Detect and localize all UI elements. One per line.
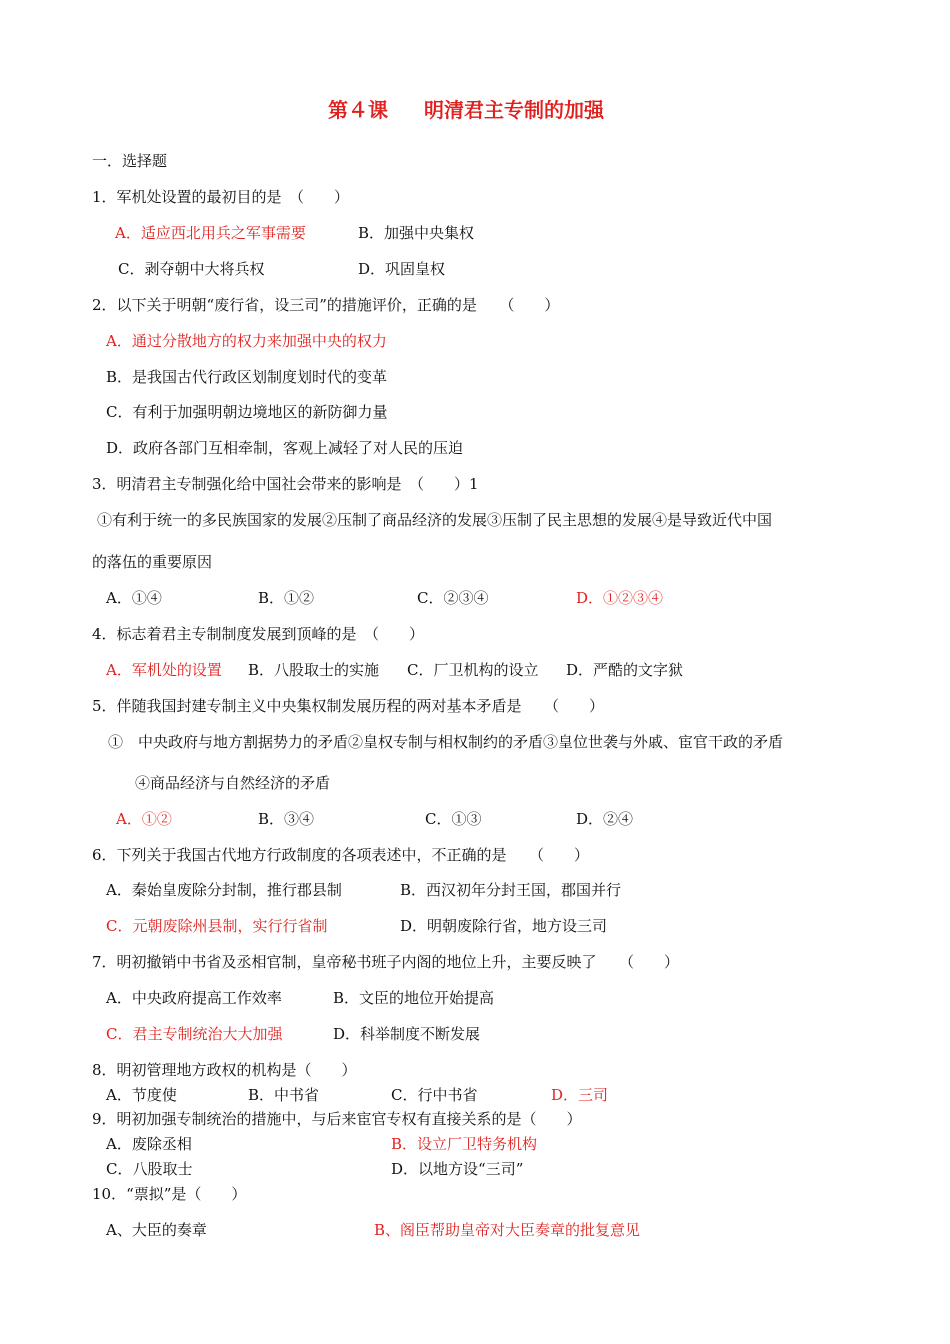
question-3-statements: ①有利于统一的多民族国家的发展②压制了商品经济的发展③压制了民主思想的发展④是导致近代中国 xyxy=(97,511,773,529)
question-9-option-c: C．八股取士 xyxy=(106,1160,193,1178)
question-7-option-c: C．君主专制统治大大加强 xyxy=(106,1025,283,1043)
question-7-option-b: B．文臣的地位开始提高 xyxy=(333,989,495,1007)
question-5-option-d: D．②④ xyxy=(576,810,634,828)
question-3-statements-cont: 的落伍的重要原因 xyxy=(92,553,213,571)
question-9-option-a: A．废除丞相 xyxy=(106,1135,192,1153)
question-4-option-d: D．严酷的文字狱 xyxy=(566,661,684,679)
question-9-option-b: B．设立厂卫特务机构 xyxy=(391,1135,538,1153)
page-title xyxy=(328,100,604,120)
question-10-option-b: B、阁臣帮助皇帝对大臣奏章的批复意见 xyxy=(374,1221,641,1239)
question-5-option-b: B．③④ xyxy=(258,810,315,828)
question-1-stem: 1．军机处设置的最初目的是 （ ） xyxy=(92,188,350,206)
question-7-option-d: D．科举制度不断发展 xyxy=(333,1025,481,1043)
question-8-stem: 8．明初管理地方政权的机构是（ ） xyxy=(92,1061,357,1079)
question-1-option-a: A．适应西北用兵之军事需要 xyxy=(115,224,306,242)
question-2-stem: 2．以下关于明朝“废行省，设三司”的措施评价，正确的是 （ ） xyxy=(92,296,560,314)
question-6-option-c: C．元朝废除州县制，实行行省制 xyxy=(106,917,328,935)
question-2-option-b: B．是我国古代行政区划制度划时代的变革 xyxy=(106,368,388,386)
question-4-option-a: A．军机处的设置 xyxy=(106,661,222,679)
question-10-stem: 10．“票拟”是（ ） xyxy=(92,1185,247,1203)
lesson-name: 明清君主专制的加强 xyxy=(424,98,604,122)
question-2-option-d: D．政府各部门互相牵制，客观上减轻了对人民的压迫 xyxy=(106,439,464,457)
question-6-option-a: A．秦始皇废除分封制，推行郡县制 xyxy=(106,881,342,899)
question-3-option-b: B．①② xyxy=(258,589,315,607)
question-6-option-d: D．明朝废除行省，地方设三司 xyxy=(400,917,608,935)
question-6-option-b: B．西汉初年分封王国，郡国并行 xyxy=(400,881,622,899)
question-2-option-c: C．有利于加强明朝边境地区的新防御力量 xyxy=(106,403,388,421)
question-7-option-a: A．中央政府提高工作效率 xyxy=(106,989,282,1007)
question-4-stem: 4．标志着君主专制制度发展到顶峰的是 （ ） xyxy=(92,625,425,643)
question-2-option-a: A．通过分散地方的权力来加强中央的权力 xyxy=(106,332,387,350)
question-8-option-b: B．中书省 xyxy=(248,1086,320,1104)
question-10-option-a: A、大臣的奏章 xyxy=(106,1221,207,1239)
question-5-option-a: A．①② xyxy=(116,810,172,828)
question-1-option-b: B．加强中央集权 xyxy=(358,224,475,242)
question-4-option-b: B．八股取士的实施 xyxy=(248,661,380,679)
question-5-statements: ① 中央政府与地方割据势力的矛盾②皇权专制与相权制约的矛盾③皇位世袭与外戚、宦官干政的矛盾 xyxy=(108,733,784,751)
question-7-stem: 7．明初撤销中书省及丞相官制，皇帝秘书班子内阁的地位上升，主要反映了 （ ） xyxy=(92,953,680,971)
question-3-option-c: C．②③④ xyxy=(417,589,489,607)
question-8-option-a: A．节度使 xyxy=(106,1086,177,1104)
question-5-option-c: C．①③ xyxy=(425,810,482,828)
question-4-option-c: C．厂卫机构的设立 xyxy=(407,661,539,679)
lesson-number: 第４课 xyxy=(328,98,388,122)
question-3-option-a: A．①④ xyxy=(106,589,162,607)
question-8-option-d: D．三司 xyxy=(551,1086,609,1104)
question-1-option-c: C．剥夺朝中大将兵权 xyxy=(118,260,265,278)
question-5-stem: 5．伴随我国封建专制主义中央集权制发展历程的两对基本矛盾是 （ ） xyxy=(92,697,605,715)
question-9-stem: 9．明初加强专制统治的措施中，与后来宦官专权有直接关系的是（ ） xyxy=(92,1110,582,1128)
question-3-stem: 3．明清君主专制强化给中国社会带来的影响是 （ ）1 xyxy=(92,475,479,493)
question-3-option-d: D．①②③④ xyxy=(576,589,664,607)
question-6-stem: 6．下列关于我国古代地方行政制度的各项表述中，不正确的是 （ ） xyxy=(92,846,590,864)
question-9-option-d: D．以地方设“三司” xyxy=(391,1160,524,1178)
section-heading: 一．选择题 xyxy=(92,152,168,170)
question-1-option-d: D．巩固皇权 xyxy=(358,260,446,278)
question-8-option-c: C．行中书省 xyxy=(391,1086,478,1104)
question-5-statements-cont: ④商品经济与自然经济的矛盾 xyxy=(135,774,331,792)
